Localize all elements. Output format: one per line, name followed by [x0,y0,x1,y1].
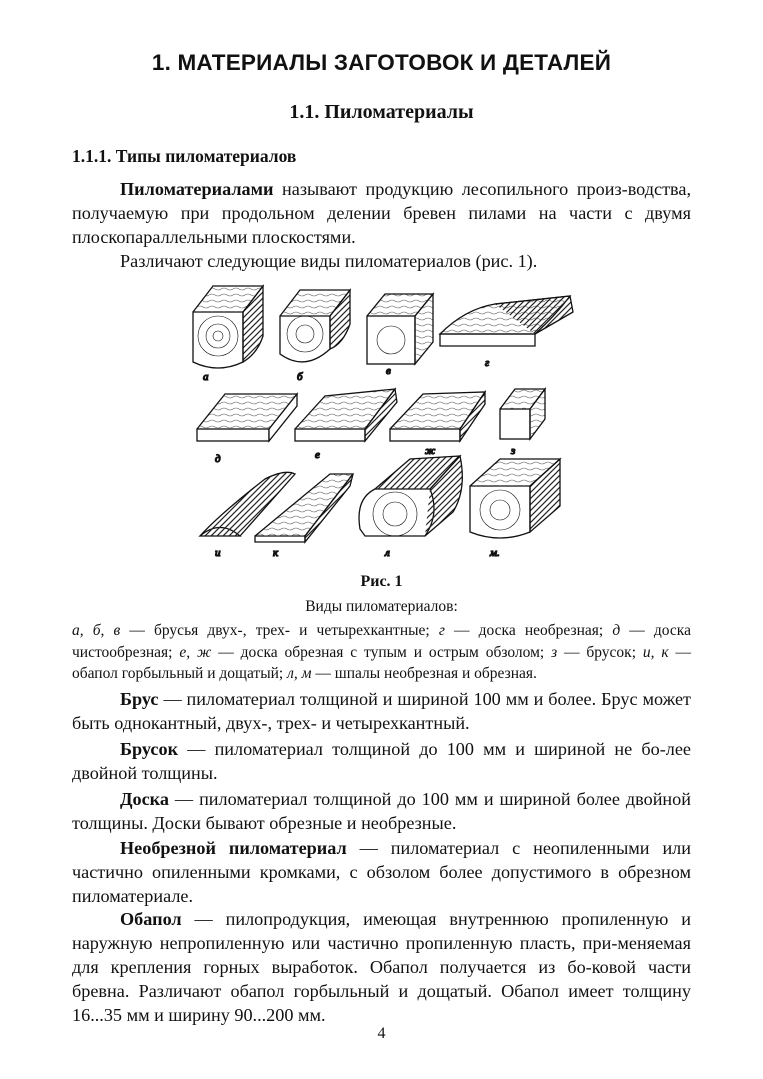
label-e: е [315,449,320,461]
section-title: 1.1. Пиломатериалы [289,101,474,123]
definition-text: — пилопродукция, имеющая внутреннюю пропиленную и наружную непропиленную или частично пропиленную пласть, при-меняемая для крепления горных выработок. Обапол получается из бо-ковой части бревна. Различают обапол горбыльный и дощатый. Обапол имеет толщину 16...35 мм и ширину 90...200 мм. [72,909,691,1025]
chapter-title [0,50,763,76]
definition-term: Обапол [120,909,182,929]
legend-keys: а, б, в [72,622,121,639]
definition-text: — пиломатериал толщиной и шириной 100 мм и более. Брус может быть однокантный, двух-, трех- и четырехкантный. [72,689,691,733]
label-i: и [215,547,221,559]
legend-text: — доска обрезная с тупым и острым обзолом; [211,643,552,661]
definition-term: Брусок [120,739,179,759]
legend-text: — брусок; [557,643,643,661]
item-e [295,389,397,461]
legend-text: — доска необрезная; [444,622,613,639]
lumber-types-illustration [185,274,585,574]
label-k: к [273,547,279,559]
definition-text: — пиломатериал толщиной до 100 мм и шириной более двойной толщины. Доски бывают обрезные и необрезные. [72,789,691,833]
definition-obapol [72,907,691,1027]
definition-brusok [72,737,691,785]
label-m: м. [490,547,500,559]
legend-text: — шпалы необрезная и обрезная. [311,665,537,682]
kinds-text: Различают следующие виды пиломатериалов (рис. 1). [120,251,538,271]
legend-text: — доска чистообрезная; [72,622,691,661]
label-z: з [511,445,516,457]
item-m [470,459,560,559]
label-l: л [385,547,390,559]
legend-keys: л, м [287,665,312,682]
item-d [197,394,297,465]
figure-caption-number: Рис. 1 [360,573,403,590]
item-a [193,286,263,383]
label-a: а [203,371,209,383]
item-l [359,456,462,559]
definition-brus [72,687,691,735]
figure-legend [72,620,691,685]
item-z [500,389,545,457]
intro-text: называют продукцию лесопильного произ-водства, получаемую при продольном делении бревен пилами на части с двумя плоскопараллельными плоскостями. [72,179,691,247]
figure-caption-title: Виды пиломатериалов: [305,598,458,615]
item-zh [390,392,485,457]
label-zh: ж [425,445,436,457]
legend-keys: и, к [642,643,669,661]
page-number: 4 [377,1025,386,1042]
kinds-paragraph [72,249,691,273]
legend-keys: д [612,622,621,639]
intro-term: Пиломатериалами [120,179,274,199]
item-g [440,296,573,369]
legend-text: — брусья двух-, трех- и четырехкантные; [120,622,439,639]
label-g: г [485,357,490,369]
definition-term: Необрезной пиломатериал [120,838,347,858]
item-b [280,290,350,383]
legend-keys: з [551,643,558,661]
subsection-title: 1.1.1. Типы пиломатериалов [72,146,297,166]
chapter-number: 1. [151,50,172,75]
legend-keys: г [438,622,445,639]
chapter-title-text: МАТЕРИАЛЫ ЗАГОТОВОК И ДЕТАЛЕЙ [177,50,612,75]
definition-text: — пиломатериал толщиной до 100 мм и шириной не бо-лее двойной толщины. [72,739,691,783]
definition-term: Доска [120,789,169,809]
legend-keys: е, ж [179,643,212,661]
item-v [367,294,433,377]
definition-term: Брус [120,689,159,709]
label-b: б [297,371,303,383]
definition-text: — пиломатериал с неопиленными или частично опиленными кромками, с обзолом более допустимого в обрезном пиломатериале. [72,838,691,906]
intro-paragraph [72,177,691,249]
legend-text: — обапол горбыльный и дощатый; [72,643,691,682]
label-v: в [386,365,391,377]
definition-neobreznoy [72,836,691,908]
lumber-types-figure [185,274,585,574]
definition-doska [72,787,691,835]
label-d: д [215,453,221,465]
